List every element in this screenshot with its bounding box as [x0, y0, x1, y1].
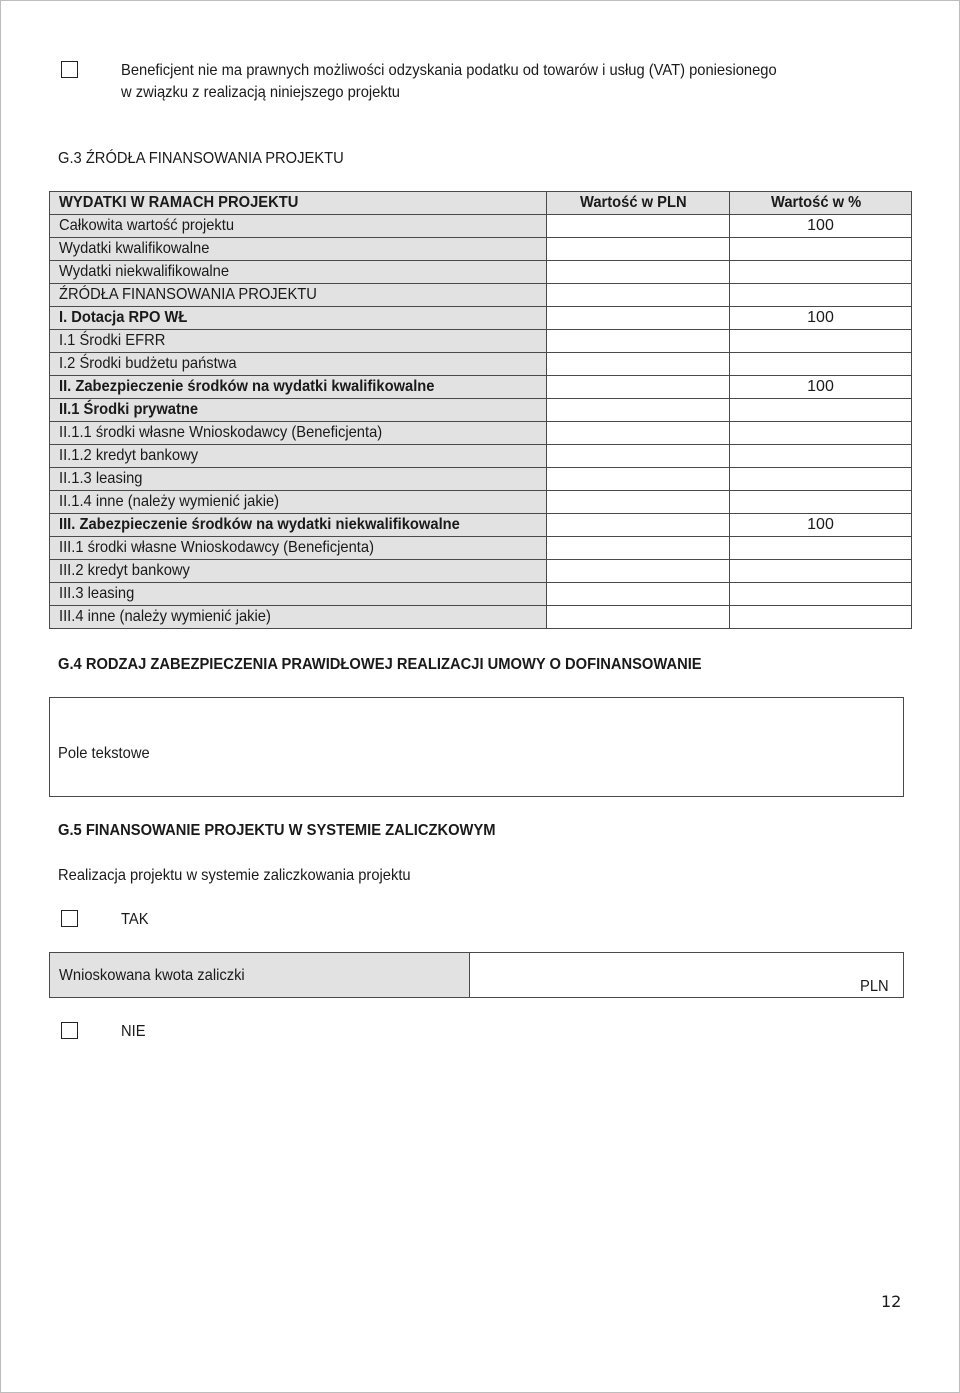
header-value-pln: Wartość w PLN	[547, 192, 730, 215]
value-pln-input[interactable]	[547, 445, 730, 468]
value-percent-input[interactable]	[730, 261, 912, 284]
table-row	[50, 514, 912, 537]
advance-yes-checkbox[interactable]	[61, 910, 78, 927]
value-pln-input[interactable]	[547, 583, 730, 606]
value-percent-input[interactable]	[730, 468, 912, 491]
table-row	[50, 445, 912, 468]
value-percent-input[interactable]	[730, 353, 912, 376]
table-row	[50, 583, 912, 606]
row-label: II.1.2 kredyt bankowy	[50, 445, 547, 468]
advance-no-checkbox[interactable]	[61, 1022, 78, 1039]
value-pln-input[interactable]	[547, 514, 730, 537]
row-label: III.2 kredyt bankowy	[50, 560, 547, 583]
row-label: Wydatki niekwalifikowalne	[50, 261, 547, 284]
value-pln-input[interactable]	[547, 399, 730, 422]
table-row	[50, 307, 912, 330]
vat-checkbox[interactable]	[61, 61, 78, 78]
row-label: III.4 inne (należy wymienić jakie)	[50, 606, 547, 629]
advance-question: Realizacja projektu w systemie zaliczkowania projektu	[58, 867, 411, 884]
value-pln-input[interactable]	[547, 491, 730, 514]
advance-amount-label-cell	[50, 953, 470, 997]
page-number: 12	[881, 1292, 902, 1311]
value-percent-input[interactable]	[730, 583, 912, 606]
row-label: II.1 Środki prywatne	[50, 399, 547, 422]
table-row	[50, 606, 912, 629]
value-percent-cell: 100	[730, 307, 912, 330]
row-label: I.1 Środki EFRR	[50, 330, 547, 353]
table-row	[50, 238, 912, 261]
value-percent-cell: 100	[730, 514, 912, 537]
security-text-field[interactable]	[49, 697, 904, 797]
value-percent-input[interactable]	[730, 537, 912, 560]
table-row	[50, 560, 912, 583]
advance-yes-label: TAK	[121, 911, 149, 928]
value-pln-input[interactable]	[547, 606, 730, 629]
value-pln-input[interactable]	[547, 330, 730, 353]
value-percent-input[interactable]	[730, 284, 912, 307]
table-row	[50, 468, 912, 491]
table-header-row	[50, 192, 912, 215]
value-pln-input[interactable]	[547, 537, 730, 560]
advance-amount-row	[49, 952, 904, 998]
value-percent-input[interactable]	[730, 422, 912, 445]
row-label: III.1 środki własne Wnioskodawcy (Beneficjenta)	[50, 537, 547, 560]
value-pln-input[interactable]	[547, 468, 730, 491]
row-label: III.3 leasing	[50, 583, 547, 606]
table-row	[50, 422, 912, 445]
value-percent-input[interactable]	[730, 606, 912, 629]
table-row	[50, 399, 912, 422]
value-pln-input[interactable]	[547, 353, 730, 376]
value-percent-input[interactable]	[730, 399, 912, 422]
value-pln-input[interactable]	[547, 376, 730, 399]
advance-no-label: NIE	[121, 1023, 146, 1040]
financing-sources-table	[49, 191, 912, 629]
section-g3-title: G.3 ŹRÓDŁA FINANSOWANIA PROJEKTU	[58, 150, 344, 167]
row-label: Całkowita wartość projektu	[50, 215, 547, 238]
table-row	[50, 353, 912, 376]
table-row	[50, 537, 912, 560]
advance-amount-label: Wnioskowana kwota zaliczki	[59, 967, 245, 984]
value-percent-input[interactable]	[730, 491, 912, 514]
value-percent-input[interactable]	[730, 238, 912, 261]
value-pln-input[interactable]	[547, 560, 730, 583]
text-field-placeholder: Pole tekstowe	[58, 745, 150, 762]
row-label: II.1.4 inne (należy wymienić jakie)	[50, 491, 547, 514]
table-row	[50, 376, 912, 399]
value-percent-input[interactable]	[730, 560, 912, 583]
section-g4-title: G.4 RODZAJ ZABEZPIECZENIA PRAWIDŁOWEJ REALIZACJI UMOWY O DOFINANSOWANIE	[58, 656, 702, 673]
value-pln-input[interactable]	[547, 215, 730, 238]
advance-amount-input[interactable]	[470, 953, 903, 997]
value-pln-input[interactable]	[547, 284, 730, 307]
row-label: II.1.3 leasing	[50, 468, 547, 491]
row-label: ŹRÓDŁA FINANSOWANIA PROJEKTU	[50, 284, 547, 307]
value-percent-cell: 100	[730, 215, 912, 238]
vat-statement-line1: Beneficjent nie ma prawnych możliwości odzyskania podatku od towarów i usług (VAT) poniesionego	[121, 62, 777, 79]
row-label: II. Zabezpieczenie środków na wydatki kwalifikowalne	[50, 376, 547, 399]
table-row	[50, 330, 912, 353]
vat-statement-line2: w związku z realizacją niniejszego projektu	[121, 84, 400, 101]
row-label: II.1.1 środki własne Wnioskodawcy (Beneficjenta)	[50, 422, 547, 445]
value-percent-input[interactable]	[730, 330, 912, 353]
table-row	[50, 215, 912, 238]
row-label: III. Zabezpieczenie środków na wydatki niekwalifikowalne	[50, 514, 547, 537]
table-row	[50, 491, 912, 514]
section-g5-title: G.5 FINANSOWANIE PROJEKTU W SYSTEMIE ZALICZKOWYM	[58, 822, 496, 839]
row-label: Wydatki kwalifikowalne	[50, 238, 547, 261]
row-label: I.2 Środki budżetu państwa	[50, 353, 547, 376]
currency-label: PLN	[859, 978, 889, 995]
header-expenses: WYDATKI W RAMACH PROJEKTU	[50, 192, 547, 215]
value-pln-input[interactable]	[547, 307, 730, 330]
value-percent-input[interactable]	[730, 445, 912, 468]
row-label: I. Dotacja RPO WŁ	[50, 307, 547, 330]
value-pln-input[interactable]	[547, 422, 730, 445]
value-pln-input[interactable]	[547, 238, 730, 261]
table-row	[50, 284, 912, 307]
value-percent-cell: 100	[730, 376, 912, 399]
value-pln-input[interactable]	[547, 261, 730, 284]
table-row	[50, 261, 912, 284]
header-value-percent: Wartość w %	[730, 192, 912, 215]
